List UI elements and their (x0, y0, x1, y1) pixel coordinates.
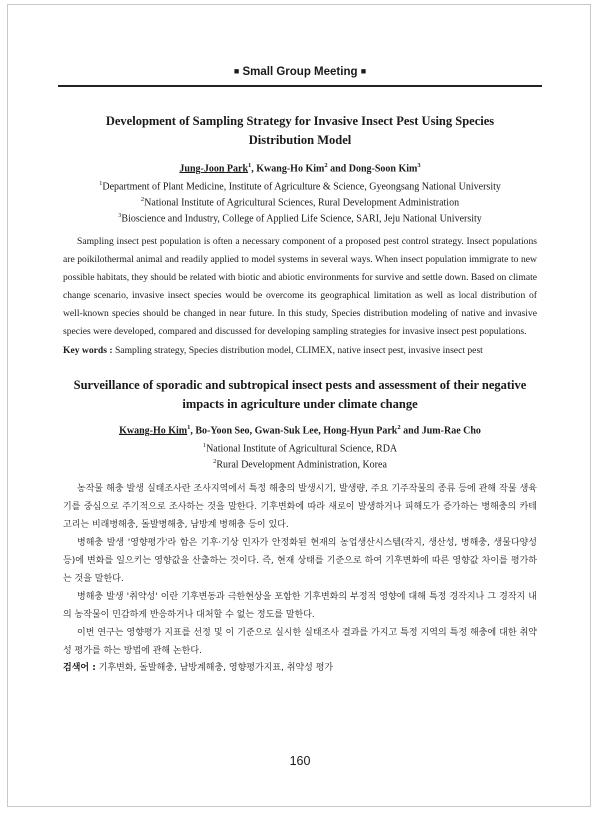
keywords-text: 기후변화, 돌발해충, 남방계해충, 영향평가지표, 취약성 평가 (98, 662, 334, 673)
header-rule (58, 85, 542, 87)
header-title: Small Group Meeting (242, 66, 358, 78)
affiliation (63, 456, 537, 472)
author-superscript: 1 (248, 162, 252, 169)
paper-1-affiliations (63, 178, 537, 225)
author-superscript: 2 (324, 162, 328, 169)
paper-1-authors (63, 162, 537, 174)
author-separator: , (318, 425, 324, 437)
affiliation (63, 440, 537, 456)
paper-1-abstract: Sampling insect pest population is often a necessary component of a proposed pest control strategy. Insect populations are poikilothermal animal and readily applied to model systems in several ways. When insect population immigrate to new possible habitats, they should be related with biotic and abiotic environments for survive and settle down. Based on climate change scenario, invasive insect species would be overcome its geographical limitation as well as local distribution of well-known species should be changed in near future. In this study, Species distribution modeling of native and invasive species were developed, compared and discussed for developing sampling strategies for invasive insect pest populations. (63, 235, 537, 337)
body-paragraph: 농작물 해충 발생 실태조사란 조사지역에서 특정 해충의 발생시기, 발생량, 주요 기주작물의 종류 등에 관해 작물 생육기를 중심으로 주기적으로 조사하는 것을 말한다. 기후변화에 따라 새로이 발생하거나 피해도가 증가하는 병해충의 카테고리는 비래병해충, 돌발병해충, 남방계 병해충 등이 있다. (63, 483, 537, 530)
paper-1 (63, 112, 537, 359)
paper-1-keywords (63, 343, 537, 359)
affiliation (63, 210, 537, 226)
keywords-label: Key words : (63, 344, 113, 356)
author-separator: , (251, 163, 257, 175)
author-separator: , (249, 425, 255, 437)
affiliation (63, 178, 537, 194)
keywords-text: Sampling strategy, Species distribution model, CLIMEX, native insect pest, invasive insect pest (114, 344, 483, 356)
author-name: Gwan-Suk Lee (254, 425, 319, 437)
paper-2-keywords (63, 660, 537, 677)
author-superscript: 3 (417, 162, 421, 169)
body-paragraph: 이번 연구는 영향평가 지표를 선정 및 이 기준으로 실시한 실태조사 결과를 가지고 특정 지역의 특정 해충에 대한 취약성 평가를 하는 방법에 관해 논한다. (63, 627, 537, 656)
author-superscript: 1 (187, 424, 191, 431)
body-paragraph: 병해충 발생 '취약성' 이란 기후변동과 극한현상을 포함한 기후변화의 부정적 영향에 대해 특정 경작지나 그 경작지 내의 농작물이 민감하게 반응하거나 대처할 수 없는 정도를 말한다. (63, 591, 537, 620)
author-name: Dong-Soon Kim (348, 163, 418, 175)
author-name: Kwang-Ho Kim (119, 425, 188, 437)
affiliation-text: National Institute of Agricultural Sciences, Rural Development Administration (144, 197, 460, 209)
paper-2-authors (63, 424, 537, 436)
author-name: Jum-Rae Cho (421, 425, 481, 437)
paper-2-affiliations (63, 440, 537, 472)
body-paragraph: 병해충 발생 '영향평가'라 함은 기후·기상 인자가 안정화된 현재의 농업생산시스템(작지, 생산성, 병해충, 생물다양성 등)에 변화를 일으키는 영향값을 산출하는 것이다. 즉, 현재 상태를 기준으로 하여 기후변화에 따른 영향값 차이를 평가하는 것을 말한다. (63, 537, 537, 584)
affiliation-superscript: 1 (99, 180, 103, 188)
affiliation-superscript: 2 (213, 458, 217, 466)
affiliation-superscript: 1 (202, 442, 207, 450)
square-bullet-icon: ■ (360, 66, 367, 76)
keywords-label: 검색어 : (63, 662, 96, 673)
running-header (0, 66, 600, 78)
affiliation-text: Rural Development Administration, Korea (216, 459, 387, 471)
affiliation-superscript: 2 (140, 196, 145, 204)
affiliation (63, 194, 537, 210)
affiliation-text: Bioscience and Industry, College of Applied Life Science, SARI, Jeju National University (121, 213, 482, 225)
page-number: 160 (289, 754, 311, 768)
affiliation-superscript: 3 (118, 211, 122, 219)
author-separator: and (327, 163, 349, 175)
paper-2-title: Surveillance of sporadic and subtropical insect pests and assessment of their negative impacts in agriculture under climate change (73, 378, 527, 411)
author-name: Bo-Yoon Seo (195, 425, 250, 437)
author-name: Kwang-Ho Kim (256, 163, 325, 175)
square-bullet-icon: ■ (233, 66, 240, 76)
affiliation-text: Department of Plant Medicine, Institute of Agriculture & Science, Gyeongsang National University (102, 181, 501, 193)
author-name: Jung-Joon Park (179, 163, 249, 175)
author-separator: , (190, 425, 196, 437)
paper-1-title: Development of Sampling Strategy for Invasive Insect Pest Using Species Distribution Model (105, 114, 495, 147)
author-name: Hong-Hyun Park (323, 425, 398, 437)
affiliation-text: National Institute of Agricultural Science, RDA (206, 443, 398, 455)
paper-2 (63, 376, 537, 677)
paper-2-body (63, 480, 537, 660)
author-superscript: 2 (397, 424, 401, 431)
author-separator: and (400, 425, 422, 437)
